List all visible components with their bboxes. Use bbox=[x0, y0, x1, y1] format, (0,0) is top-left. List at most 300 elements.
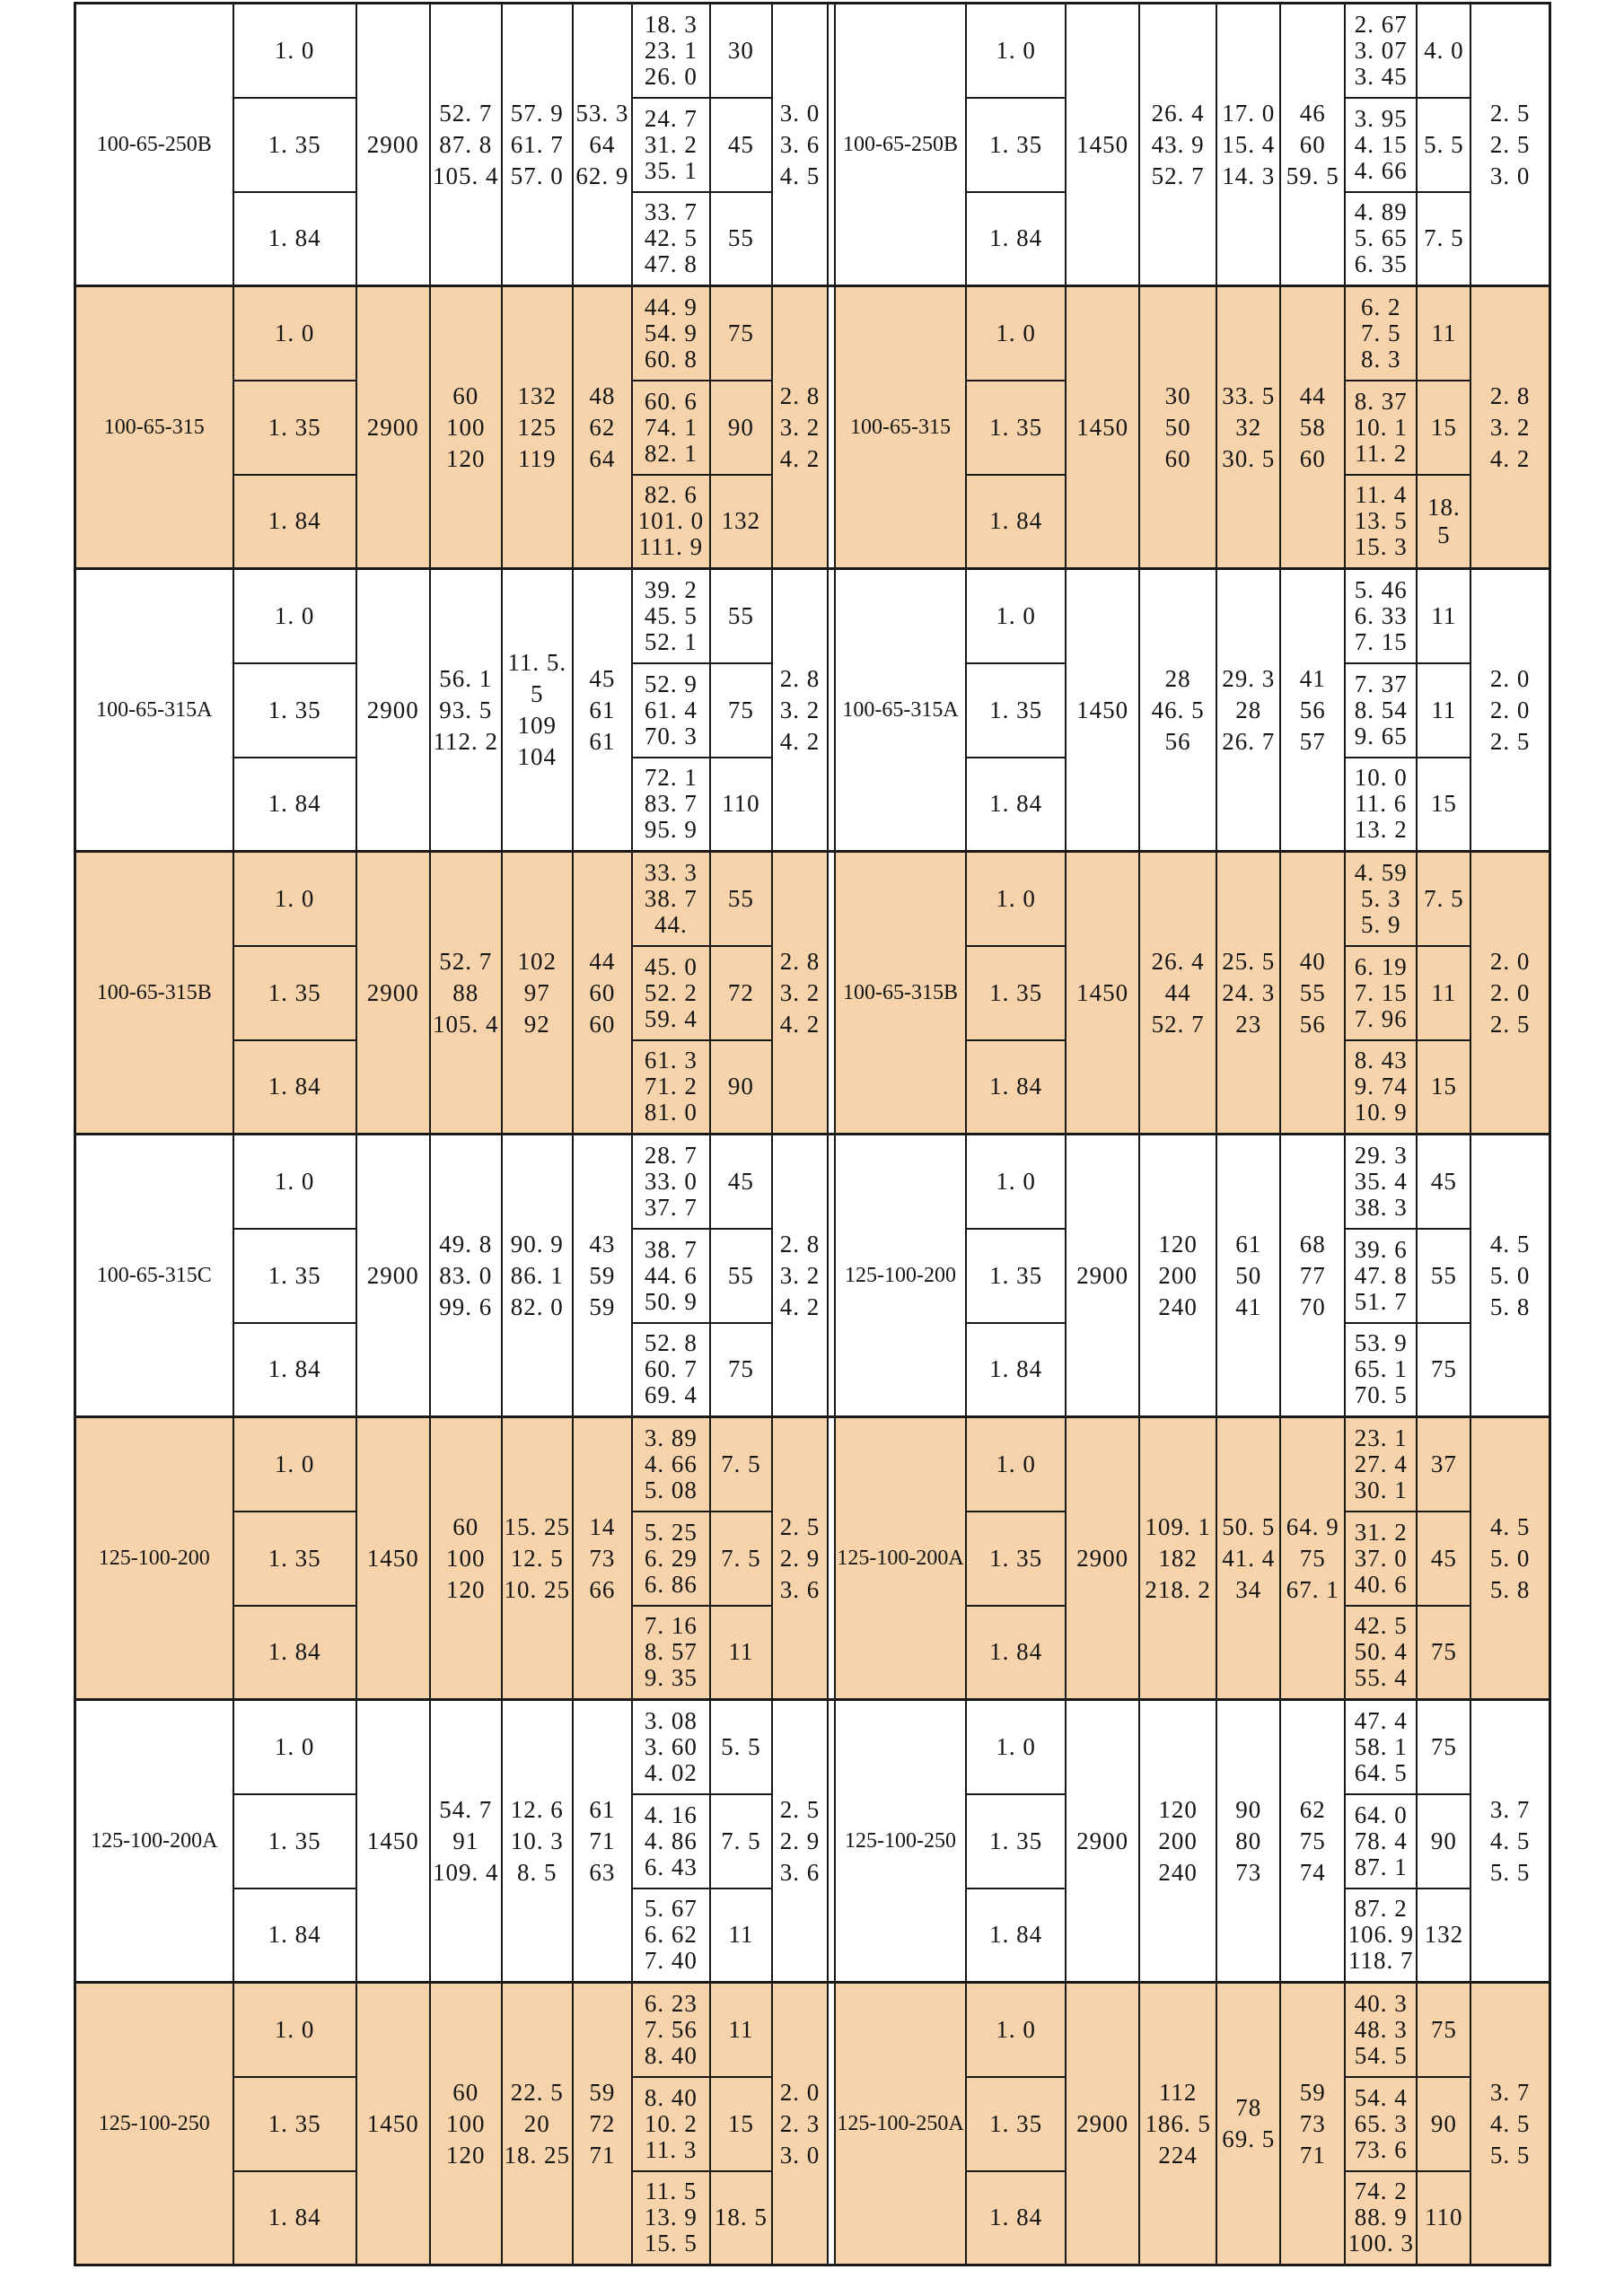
left-efficiency-cell-line: 61 bbox=[589, 696, 616, 723]
left-flow-cell-line: 100 bbox=[445, 1544, 486, 1572]
left-shaft-power-cell-line: 7. 16 bbox=[644, 1612, 698, 1640]
right-efficiency-cell-line: 60 bbox=[1299, 130, 1326, 158]
left-shaft-power-cell-line: 69. 4 bbox=[644, 1381, 698, 1409]
left-shaft-power-cell bbox=[632, 852, 710, 946]
right-npsh-cell-line: 4. 5 bbox=[1489, 1512, 1531, 1540]
right-model-cell: 125-100-200 bbox=[835, 1135, 966, 1417]
left-ratio-cell: 1. 84 bbox=[233, 2171, 356, 2265]
right-head-cell-line: 78 bbox=[1235, 2094, 1262, 2121]
left-npsh-cell-line: 3. 0 bbox=[779, 2141, 821, 2169]
right-shaft-power-cell-line: 23. 1 bbox=[1354, 1424, 1408, 1451]
left-flow-cell-line: 100 bbox=[445, 413, 486, 441]
right-model-cell: 100-65-250B bbox=[835, 4, 966, 286]
right-ratio-cell: 1. 84 bbox=[966, 1323, 1066, 1417]
right-ratio-cell: 1. 35 bbox=[966, 663, 1066, 758]
left-shaft-power-cell-line: 28. 7 bbox=[644, 1141, 698, 1169]
left-flow-cell bbox=[430, 4, 502, 286]
left-efficiency-cell-line: 73 bbox=[589, 1544, 616, 1572]
right-head-cell-line: 50 bbox=[1235, 1261, 1262, 1289]
right-npsh-cell-line: 2. 0 bbox=[1489, 664, 1531, 692]
left-flow-cell-line: 120 bbox=[445, 1575, 486, 1603]
left-efficiency-cell bbox=[573, 852, 632, 1135]
left-ratio-cell: 1. 35 bbox=[233, 1229, 356, 1323]
pump-spec-table bbox=[74, 2, 1551, 2266]
right-shaft-power-cell-line: 6. 35 bbox=[1354, 250, 1408, 278]
right-npsh-cell-line: 5. 0 bbox=[1489, 1261, 1531, 1289]
left-head-cell-line: 18. 25 bbox=[504, 2141, 571, 2169]
right-ratio-cell: 1. 0 bbox=[966, 1983, 1066, 2077]
left-shaft-power-cell bbox=[632, 381, 710, 475]
right-shaft-power-cell-line: 100. 3 bbox=[1347, 2230, 1415, 2257]
right-shaft-power-cell bbox=[1345, 286, 1417, 381]
left-ratio-cell: 1. 84 bbox=[233, 1606, 356, 1700]
right-flow-cell-line: 120 bbox=[1158, 1795, 1198, 1823]
left-shaft-power-cell-line: 52. 8 bbox=[644, 1329, 698, 1357]
right-efficiency-cell-line: 73 bbox=[1299, 2109, 1326, 2137]
right-npsh-cell bbox=[1470, 286, 1549, 569]
right-ratio-cell: 1. 35 bbox=[966, 98, 1066, 192]
right-efficiency-cell bbox=[1280, 286, 1345, 569]
left-npsh-cell-line: 2. 9 bbox=[779, 1827, 821, 1854]
right-shaft-power-cell-line: 51. 7 bbox=[1354, 1287, 1408, 1315]
right-motor-power-cell: 75 bbox=[1417, 1983, 1470, 2077]
right-flow-cell-line: 224 bbox=[1158, 2141, 1198, 2169]
right-npsh-cell bbox=[1470, 852, 1549, 1135]
right-efficiency-cell-line: 40 bbox=[1299, 947, 1326, 975]
left-shaft-power-cell-line: 60. 8 bbox=[644, 345, 698, 372]
right-shaft-power-cell bbox=[1345, 1700, 1417, 1794]
left-flow-cell-line: 91 bbox=[452, 1827, 479, 1854]
left-shaft-power-cell bbox=[632, 1794, 710, 1889]
left-ratio-cell: 1. 0 bbox=[233, 1135, 356, 1229]
left-speed-cell: 2900 bbox=[356, 852, 430, 1135]
right-efficiency-cell-line: 75 bbox=[1299, 1544, 1326, 1572]
left-flow-cell-line: 99. 6 bbox=[439, 1293, 493, 1320]
right-efficiency-cell-line: 56 bbox=[1299, 1010, 1326, 1038]
right-motor-power-cell: 4. 0 bbox=[1417, 4, 1470, 98]
left-head-cell-line: 86. 1 bbox=[510, 1261, 564, 1289]
left-head-cell-line: 82. 0 bbox=[510, 1293, 564, 1320]
left-flow-cell-line: 112. 2 bbox=[433, 727, 498, 755]
left-shaft-power-cell-line: 47. 8 bbox=[644, 250, 698, 278]
right-shaft-power-cell-line: 53. 9 bbox=[1354, 1329, 1408, 1357]
left-head-cell-line: 12. 6 bbox=[510, 1795, 564, 1823]
left-head-cell-line: 12. 5 bbox=[510, 1544, 564, 1572]
right-head-cell-line: 14. 3 bbox=[1222, 162, 1276, 189]
right-motor-power-cell: 75 bbox=[1417, 1606, 1470, 1700]
right-head-cell-line: 25. 5 bbox=[1222, 947, 1276, 975]
left-flow-cell-line: 105. 4 bbox=[432, 1010, 499, 1038]
right-ratio-cell: 1. 0 bbox=[966, 1135, 1066, 1229]
table-half-separator bbox=[828, 1700, 835, 1983]
right-motor-power-cell: 11 bbox=[1417, 946, 1470, 1040]
left-shaft-power-cell bbox=[632, 1417, 710, 1512]
left-shaft-power-cell-line: 38. 7 bbox=[644, 884, 698, 912]
left-shaft-power-cell bbox=[632, 1512, 710, 1606]
right-npsh-cell-line: 2. 5 bbox=[1489, 99, 1531, 127]
right-npsh-cell-line: 3. 0 bbox=[1489, 162, 1531, 189]
left-efficiency-cell bbox=[573, 4, 632, 286]
right-flow-cell-line: 200 bbox=[1158, 1827, 1198, 1854]
left-npsh-cell-line: 2. 5 bbox=[779, 1795, 821, 1823]
left-efficiency-cell-line: 71 bbox=[589, 1827, 616, 1854]
left-flow-cell-line: 88 bbox=[452, 978, 479, 1006]
left-shaft-power-cell-line: 101. 0 bbox=[637, 507, 705, 535]
right-shaft-power-cell-line: 38. 3 bbox=[1354, 1193, 1408, 1221]
right-shaft-power-cell-line: 48. 3 bbox=[1354, 2015, 1408, 2043]
left-efficiency-cell-line: 60 bbox=[589, 978, 616, 1006]
left-shaft-power-cell bbox=[632, 98, 710, 192]
left-motor-power-cell: 75 bbox=[710, 1323, 772, 1417]
left-shaft-power-cell-line: 52. 2 bbox=[644, 978, 698, 1006]
right-shaft-power-cell-line: 106. 9 bbox=[1347, 1921, 1415, 1949]
right-efficiency-cell-line: 41 bbox=[1299, 664, 1326, 692]
right-shaft-power-cell-line: 64. 0 bbox=[1354, 1801, 1408, 1828]
left-ratio-cell: 1. 35 bbox=[233, 381, 356, 475]
right-shaft-power-cell-line: 10. 0 bbox=[1354, 764, 1408, 792]
right-shaft-power-cell-line: 29. 3 bbox=[1354, 1141, 1408, 1169]
right-head-cell bbox=[1216, 1417, 1280, 1700]
left-efficiency-cell-line: 72 bbox=[589, 2109, 616, 2137]
left-ratio-cell: 1. 84 bbox=[233, 192, 356, 286]
right-shaft-power-cell bbox=[1345, 381, 1417, 475]
left-shaft-power-cell-line: 18. 3 bbox=[644, 10, 698, 38]
left-motor-power-cell: 11 bbox=[710, 1889, 772, 1983]
left-shaft-power-cell-line: 95. 9 bbox=[644, 816, 698, 844]
right-ratio-cell: 1. 35 bbox=[966, 1794, 1066, 1889]
right-ratio-cell: 1. 35 bbox=[966, 1229, 1066, 1323]
left-shaft-power-cell bbox=[632, 1323, 710, 1417]
right-shaft-power-cell-line: 6. 33 bbox=[1354, 601, 1408, 629]
right-head-cell-line: 32 bbox=[1235, 413, 1262, 441]
left-speed-cell: 2900 bbox=[356, 569, 430, 852]
left-head-cell bbox=[502, 1417, 573, 1700]
left-npsh-cell-line: 2. 8 bbox=[779, 664, 821, 692]
right-flow-cell bbox=[1139, 852, 1216, 1135]
right-motor-power-cell: 75 bbox=[1417, 1323, 1470, 1417]
left-model-cell: 100-65-315 bbox=[75, 286, 233, 569]
left-ratio-cell: 1. 0 bbox=[233, 852, 356, 946]
right-shaft-power-cell-line: 87. 1 bbox=[1354, 1853, 1408, 1880]
spec-row bbox=[75, 852, 1550, 946]
left-shaft-power-cell-line: 33. 0 bbox=[644, 1167, 698, 1195]
right-shaft-power-cell-line: 55. 4 bbox=[1354, 1664, 1408, 1692]
spec-row bbox=[75, 1700, 1550, 1794]
right-flow-cell-line: 44 bbox=[1164, 978, 1191, 1006]
right-shaft-power-cell-line: 8. 43 bbox=[1354, 1047, 1408, 1074]
left-efficiency-cell-line: 62. 9 bbox=[575, 162, 629, 189]
left-shaft-power-cell-line: 7. 40 bbox=[644, 1947, 698, 1975]
right-speed-cell: 1450 bbox=[1066, 852, 1139, 1135]
table-half-separator bbox=[828, 1135, 835, 1417]
right-shaft-power-cell-line: 58. 1 bbox=[1354, 1732, 1408, 1760]
right-shaft-power-cell-line: 8. 3 bbox=[1361, 345, 1401, 372]
left-npsh-cell-line: 3. 6 bbox=[779, 130, 821, 158]
right-flow-cell-line: 182 bbox=[1158, 1544, 1198, 1572]
left-shaft-power-cell-line: 31. 2 bbox=[644, 130, 698, 158]
right-efficiency-cell bbox=[1280, 1983, 1345, 2265]
left-head-cell-line: 15. 25 bbox=[504, 1512, 571, 1540]
right-efficiency-cell bbox=[1280, 569, 1345, 852]
right-motor-power-cell: 90 bbox=[1417, 1794, 1470, 1889]
left-shaft-power-cell-line: 11. 5 bbox=[645, 2178, 698, 2205]
right-head-cell bbox=[1216, 852, 1280, 1135]
table-half-separator bbox=[828, 569, 835, 852]
left-npsh-cell bbox=[772, 4, 828, 286]
left-efficiency-cell-line: 66 bbox=[589, 1575, 616, 1603]
right-npsh-cell-line: 2. 8 bbox=[1489, 381, 1531, 409]
table-half-separator bbox=[828, 852, 835, 1135]
right-flow-cell bbox=[1139, 1417, 1216, 1700]
right-flow-cell-line: 52. 7 bbox=[1151, 1010, 1205, 1038]
right-shaft-power-cell bbox=[1345, 1040, 1417, 1135]
right-model-cell: 100-65-315 bbox=[835, 286, 966, 569]
right-motor-power-cell: 15 bbox=[1417, 1040, 1470, 1135]
left-npsh-cell-line: 2. 0 bbox=[779, 2078, 821, 2106]
left-speed-cell: 1450 bbox=[356, 1700, 430, 1983]
right-shaft-power-cell bbox=[1345, 1794, 1417, 1889]
right-shaft-power-cell-line: 7. 5 bbox=[1361, 319, 1401, 346]
left-flow-cell-line: 120 bbox=[445, 2141, 486, 2169]
left-flow-cell-line: 52. 7 bbox=[439, 99, 493, 127]
left-shaft-power-cell-line: 59. 4 bbox=[644, 1004, 698, 1032]
right-motor-power-cell: 7. 5 bbox=[1417, 852, 1470, 946]
right-shaft-power-cell-line: 11. 2 bbox=[1355, 439, 1408, 467]
left-ratio-cell: 1. 0 bbox=[233, 569, 356, 663]
left-ratio-cell: 1. 0 bbox=[233, 1700, 356, 1794]
left-flow-cell bbox=[430, 286, 502, 569]
left-head-cell-line: 5 bbox=[531, 680, 544, 707]
right-flow-cell-line: 218. 2 bbox=[1145, 1575, 1211, 1603]
spec-row bbox=[75, 1417, 1550, 1512]
right-shaft-power-cell-line: 3. 95 bbox=[1354, 104, 1408, 132]
right-shaft-power-cell-line: 40. 3 bbox=[1354, 1989, 1408, 2017]
pump-specification-sheet bbox=[0, 2, 1624, 2296]
left-npsh-cell-line: 3. 6 bbox=[779, 1858, 821, 1886]
left-shaft-power-cell-line: 42. 5 bbox=[644, 224, 698, 252]
right-ratio-cell: 1. 84 bbox=[966, 758, 1066, 852]
right-ratio-cell: 1. 84 bbox=[966, 1889, 1066, 1983]
right-flow-cell-line: 120 bbox=[1158, 1230, 1198, 1258]
right-shaft-power-cell bbox=[1345, 663, 1417, 758]
left-npsh-cell-line: 3. 2 bbox=[779, 978, 821, 1006]
left-flow-cell bbox=[430, 1983, 502, 2265]
right-ratio-cell: 1. 0 bbox=[966, 1700, 1066, 1794]
left-motor-power-cell: 30 bbox=[710, 4, 772, 98]
left-shaft-power-cell-line: 111. 9 bbox=[638, 533, 704, 561]
right-shaft-power-cell-line: 3. 45 bbox=[1354, 62, 1408, 90]
left-efficiency-cell bbox=[573, 1700, 632, 1983]
left-npsh-cell-line: 3. 2 bbox=[779, 696, 821, 723]
left-flow-cell-line: 56. 1 bbox=[439, 664, 493, 692]
right-head-cell bbox=[1216, 4, 1280, 286]
right-head-cell-line: 69. 5 bbox=[1222, 2125, 1276, 2152]
left-model-cell: 100-65-315C bbox=[75, 1135, 233, 1417]
right-flow-cell-line: 109. 1 bbox=[1145, 1512, 1211, 1540]
right-motor-power-cell: 5. 5 bbox=[1417, 98, 1470, 192]
left-shaft-power-cell bbox=[632, 4, 710, 98]
left-motor-power-cell: 7. 5 bbox=[710, 1417, 772, 1512]
left-shaft-power-cell-line: 5. 08 bbox=[644, 1476, 698, 1503]
left-npsh-cell-line: 2. 8 bbox=[779, 381, 821, 409]
right-ratio-cell: 1. 35 bbox=[966, 2077, 1066, 2171]
left-npsh-cell-line: 3. 0 bbox=[779, 99, 821, 127]
right-shaft-power-cell bbox=[1345, 946, 1417, 1040]
left-motor-power-cell: 5. 5 bbox=[710, 1700, 772, 1794]
right-ratio-cell: 1. 84 bbox=[966, 192, 1066, 286]
right-shaft-power-cell bbox=[1345, 852, 1417, 946]
left-model-cell: 100-65-315B bbox=[75, 852, 233, 1135]
left-efficiency-cell-line: 64 bbox=[589, 130, 616, 158]
right-speed-cell: 2900 bbox=[1066, 1700, 1139, 1983]
right-shaft-power-cell-line: 11. 4 bbox=[1355, 481, 1408, 509]
left-npsh-cell-line: 4. 2 bbox=[779, 1293, 821, 1320]
left-ratio-cell: 1. 0 bbox=[233, 1417, 356, 1512]
left-flow-cell-line: 60 bbox=[452, 381, 479, 409]
right-shaft-power-cell-line: 30. 1 bbox=[1354, 1476, 1408, 1503]
right-model-cell: 125-100-200A bbox=[835, 1417, 966, 1700]
right-ratio-cell: 1. 0 bbox=[966, 4, 1066, 98]
right-head-cell-line: 33. 5 bbox=[1222, 381, 1276, 409]
left-npsh-cell-line: 3. 2 bbox=[779, 1261, 821, 1289]
left-npsh-cell-line: 3. 2 bbox=[779, 413, 821, 441]
right-flow-cell bbox=[1139, 1700, 1216, 1983]
left-motor-power-cell: 18. 5 bbox=[710, 2171, 772, 2265]
left-speed-cell: 2900 bbox=[356, 4, 430, 286]
right-shaft-power-cell-line: 9. 74 bbox=[1354, 1073, 1408, 1100]
right-shaft-power-cell-line: 54. 5 bbox=[1354, 2041, 1408, 2069]
left-motor-power-cell: 72 bbox=[710, 946, 772, 1040]
right-shaft-power-cell bbox=[1345, 4, 1417, 98]
left-efficiency-cell-line: 14 bbox=[589, 1512, 616, 1540]
right-head-cell-line: 26. 7 bbox=[1222, 727, 1276, 755]
right-shaft-power-cell bbox=[1345, 758, 1417, 852]
right-shaft-power-cell bbox=[1345, 1889, 1417, 1983]
left-shaft-power-cell-line: 6. 43 bbox=[644, 1853, 698, 1880]
right-head-cell bbox=[1216, 569, 1280, 852]
left-shaft-power-cell-line: 9. 35 bbox=[644, 1664, 698, 1692]
left-flow-cell-line: 120 bbox=[445, 444, 486, 472]
left-model-cell: 125-100-250 bbox=[75, 1983, 233, 2265]
right-efficiency-cell-line: 60 bbox=[1299, 444, 1326, 472]
right-shaft-power-cell-line: 47. 4 bbox=[1354, 1706, 1408, 1734]
right-motor-power-cell: 11 bbox=[1417, 286, 1470, 381]
right-shaft-power-cell-line: 7. 15 bbox=[1354, 978, 1408, 1006]
left-ratio-cell: 1. 35 bbox=[233, 1794, 356, 1889]
right-flow-cell-line: 240 bbox=[1158, 1293, 1198, 1320]
right-shaft-power-cell bbox=[1345, 98, 1417, 192]
left-motor-power-cell: 45 bbox=[710, 98, 772, 192]
right-shaft-power-cell-line: 7. 37 bbox=[1354, 670, 1408, 697]
left-ratio-cell: 1. 0 bbox=[233, 1983, 356, 2077]
left-npsh-cell-line: 2. 8 bbox=[779, 947, 821, 975]
right-shaft-power-cell-line: 6. 19 bbox=[1354, 952, 1408, 980]
left-motor-power-cell: 45 bbox=[710, 1135, 772, 1229]
left-shaft-power-cell-line: 52. 1 bbox=[644, 627, 698, 655]
right-npsh-cell bbox=[1470, 1417, 1549, 1700]
left-motor-power-cell: 55 bbox=[710, 569, 772, 663]
left-shaft-power-cell-line: 72. 1 bbox=[644, 764, 698, 792]
left-shaft-power-cell-line: 5. 67 bbox=[644, 1895, 698, 1923]
right-ratio-cell: 1. 0 bbox=[966, 286, 1066, 381]
left-shaft-power-cell-line: 70. 3 bbox=[644, 722, 698, 749]
left-speed-cell: 1450 bbox=[356, 1983, 430, 2265]
left-npsh-cell bbox=[772, 1135, 828, 1417]
right-shaft-power-cell-line: 87. 2 bbox=[1354, 1895, 1408, 1923]
left-shaft-power-cell-line: 82. 1 bbox=[644, 439, 698, 467]
left-model-cell: 125-100-200 bbox=[75, 1417, 233, 1700]
left-speed-cell: 1450 bbox=[356, 1417, 430, 1700]
left-motor-power-cell: 110 bbox=[710, 758, 772, 852]
left-efficiency-cell bbox=[573, 286, 632, 569]
right-speed-cell: 1450 bbox=[1066, 569, 1139, 852]
left-shaft-power-cell-line: 44. bbox=[654, 910, 688, 938]
left-ratio-cell: 1. 84 bbox=[233, 475, 356, 569]
right-shaft-power-cell-line: 70. 5 bbox=[1354, 1381, 1408, 1409]
right-shaft-power-cell bbox=[1345, 1606, 1417, 1700]
right-flow-cell-line: 52. 7 bbox=[1151, 162, 1205, 189]
right-efficiency-cell-line: 59. 5 bbox=[1286, 162, 1339, 189]
left-shaft-power-cell bbox=[632, 286, 710, 381]
left-npsh-cell bbox=[772, 1417, 828, 1700]
right-motor-power-cell: 75 bbox=[1417, 1700, 1470, 1794]
right-speed-cell: 2900 bbox=[1066, 1983, 1139, 2265]
right-motor-power-cell: 7. 5 bbox=[1417, 192, 1470, 286]
right-flow-cell bbox=[1139, 1983, 1216, 2265]
left-shaft-power-cell-line: 33. 3 bbox=[644, 858, 698, 886]
left-flow-cell-line: 83. 0 bbox=[439, 1261, 493, 1289]
left-efficiency-cell-line: 44 bbox=[589, 947, 616, 975]
right-flow-cell-line: 200 bbox=[1158, 1261, 1198, 1289]
right-motor-power-cell: 18. 5 bbox=[1417, 475, 1470, 569]
right-model-cell: 100-65-315B bbox=[835, 852, 966, 1135]
right-flow-cell bbox=[1139, 286, 1216, 569]
right-npsh-cell-line: 4. 5 bbox=[1489, 1230, 1531, 1258]
left-shaft-power-cell-line: 82. 6 bbox=[644, 481, 698, 509]
right-shaft-power-cell bbox=[1345, 192, 1417, 286]
left-shaft-power-cell-line: 37. 7 bbox=[644, 1193, 698, 1221]
right-npsh-cell-line: 3. 7 bbox=[1489, 1795, 1531, 1823]
right-shaft-power-cell-line: 7. 15 bbox=[1354, 627, 1408, 655]
right-ratio-cell: 1. 35 bbox=[966, 946, 1066, 1040]
left-shaft-power-cell bbox=[632, 1700, 710, 1794]
left-shaft-power-cell-line: 52. 9 bbox=[644, 670, 698, 697]
left-shaft-power-cell-line: 8. 40 bbox=[644, 2041, 698, 2069]
left-ratio-cell: 1. 84 bbox=[233, 1889, 356, 1983]
right-shaft-power-cell-line: 5. 65 bbox=[1354, 224, 1408, 252]
left-head-cell bbox=[502, 4, 573, 286]
right-head-cell-line: 61 bbox=[1235, 1230, 1262, 1258]
left-motor-power-cell: 11 bbox=[710, 1606, 772, 1700]
left-ratio-cell: 1. 35 bbox=[233, 98, 356, 192]
right-shaft-power-cell bbox=[1345, 2077, 1417, 2171]
right-motor-power-cell: 37 bbox=[1417, 1417, 1470, 1512]
right-shaft-power-cell bbox=[1345, 1983, 1417, 2077]
left-motor-power-cell: 75 bbox=[710, 663, 772, 758]
right-shaft-power-cell-line: 2. 67 bbox=[1354, 10, 1408, 38]
right-motor-power-cell: 45 bbox=[1417, 1135, 1470, 1229]
right-flow-cell-line: 60 bbox=[1164, 444, 1191, 472]
left-head-cell-line: 119 bbox=[518, 444, 557, 472]
right-shaft-power-cell-line: 35. 4 bbox=[1354, 1167, 1408, 1195]
left-shaft-power-cell-line: 8. 40 bbox=[644, 2083, 698, 2111]
right-head-cell-line: 90 bbox=[1235, 1795, 1262, 1823]
right-motor-power-cell: 15 bbox=[1417, 758, 1470, 852]
right-head-cell-line: 17. 0 bbox=[1222, 99, 1276, 127]
right-efficiency-cell-line: 71 bbox=[1299, 2141, 1326, 2169]
right-npsh-cell-line: 5. 8 bbox=[1489, 1293, 1531, 1320]
right-motor-power-cell: 90 bbox=[1417, 2077, 1470, 2171]
